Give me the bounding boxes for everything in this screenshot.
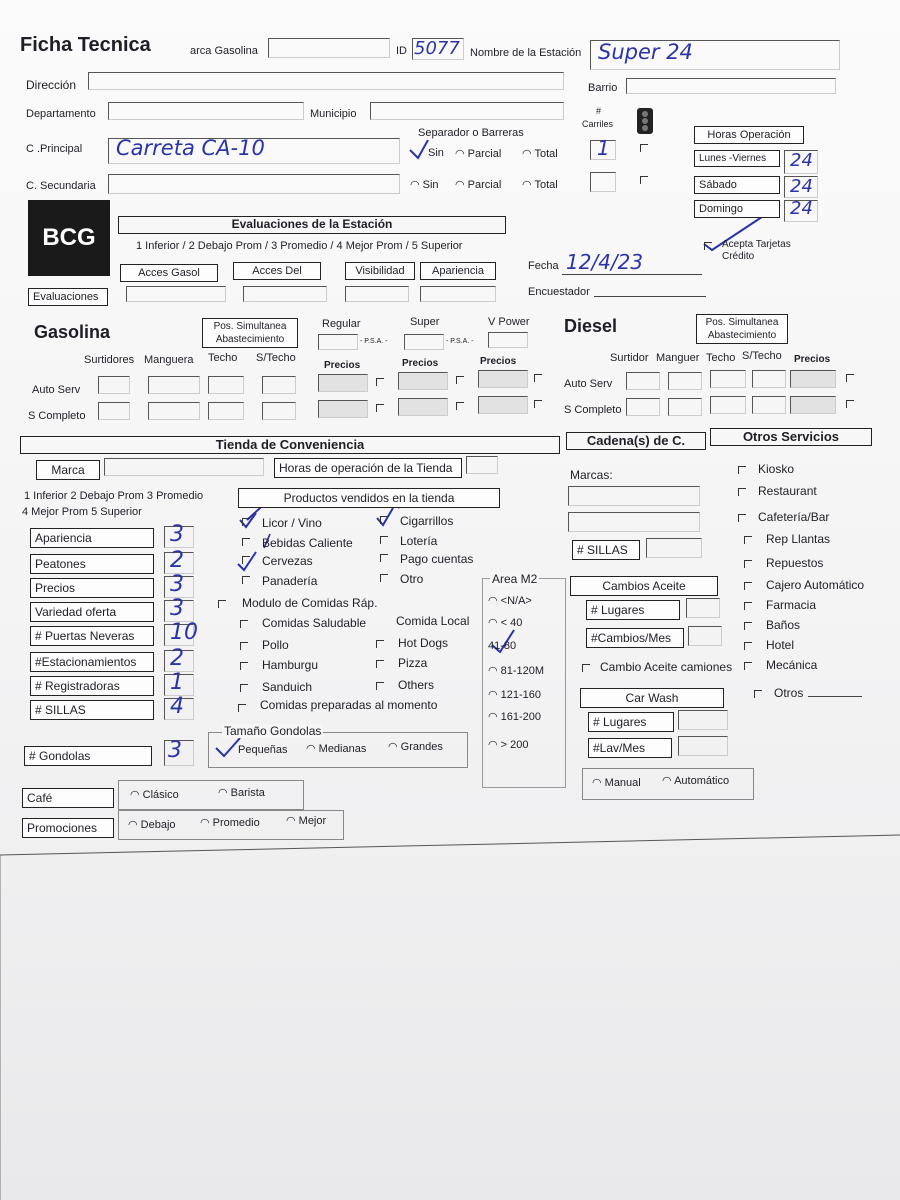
d-col-stecho: S/Techo <box>742 350 782 362</box>
otros-label-1: Kiosko <box>758 462 795 476</box>
cadena-marca-field-1[interactable] <box>568 486 700 506</box>
otros-checkbox-1[interactable] <box>738 466 746 474</box>
medianas-radio[interactable]: ◠ Medianas <box>306 743 367 755</box>
comida-right-label-2: Hot Dogs <box>398 636 449 650</box>
product-left-label-3: Cervezas <box>262 554 313 568</box>
direccion-label: Dirección <box>26 78 77 92</box>
g-as-manguera[interactable] <box>148 376 200 394</box>
d-sc-4[interactable] <box>752 396 786 414</box>
gondolas-value: 3 <box>168 738 182 763</box>
d-as-3[interactable] <box>710 370 746 388</box>
aceite-cambios-field[interactable] <box>688 626 722 646</box>
carwash-lav-field[interactable] <box>678 736 728 756</box>
automatico-radio[interactable]: ◠ Automático <box>662 775 730 787</box>
otros-label-8: Baños <box>766 618 801 632</box>
bcg-logo: BCG <box>28 200 110 276</box>
rating-value-5: 10 <box>170 620 198 645</box>
departamento-label: Departamento <box>26 108 96 120</box>
d-sc-1[interactable] <box>626 398 660 416</box>
carriles-check-2[interactable] <box>640 176 648 184</box>
s-completo-label: S Completo <box>28 410 86 422</box>
aceite-camiones-checkbox[interactable] <box>582 664 590 672</box>
c-principal-value: Carreta CA-10 <box>116 136 265 160</box>
g-as-precio-super[interactable] <box>398 372 448 390</box>
g-as-surtidores[interactable] <box>98 376 130 394</box>
product-right-checkbox-2[interactable] <box>380 536 388 544</box>
aceite-title: Cambios Aceite <box>570 576 718 596</box>
parcial-radio-1[interactable]: ◠ Parcial <box>455 148 502 160</box>
area-group <box>482 578 566 788</box>
aceite-lugares-field[interactable] <box>686 598 720 618</box>
modulo-label: Modulo de Comidas Ráp. <box>242 596 378 610</box>
total-radio-2[interactable]: ◠ Total <box>522 179 558 191</box>
sabado-value: 24 <box>790 176 813 197</box>
promociones-label: Promociones <box>22 818 114 838</box>
comida-right-checkbox-2[interactable] <box>376 640 384 648</box>
carriles-field-2[interactable] <box>590 172 616 192</box>
tienda-marca-label: Marca <box>36 460 100 480</box>
preparadas-label: Comidas preparadas al momento <box>260 698 438 712</box>
g-sc-cb-3[interactable] <box>534 400 542 408</box>
sabado-label: Sábado <box>694 176 780 194</box>
clasico-radio[interactable]: ◠ Clásico <box>130 789 179 801</box>
otros-label-3: Cafetería/Bar <box>758 510 830 524</box>
regular-field[interactable] <box>318 334 358 350</box>
tienda-horas-label: Horas de operación de la Tienda <box>274 458 462 478</box>
precios-vpower: Precios <box>480 356 517 367</box>
product-right-checkbox-3[interactable] <box>380 554 388 562</box>
d-as-2[interactable] <box>668 372 702 390</box>
cafe-label: Café <box>22 788 114 808</box>
otros-label-11: Otros <box>774 686 804 700</box>
mejor-radio[interactable]: ◠ Mejor <box>286 815 327 827</box>
auto-serv-label: Auto Serv <box>32 384 81 396</box>
super-label: Super <box>410 316 440 328</box>
encuestador-label: Encuestador <box>528 286 590 298</box>
municipio-label: Municipio <box>310 108 357 120</box>
traffic-light-icon <box>637 108 653 134</box>
tienda-scale-1: 1 Inferior 2 Debajo Prom 3 Promedio <box>24 490 204 502</box>
lunes-viernes-value: 24 <box>790 150 813 171</box>
comida-left-checkbox-2[interactable] <box>240 642 248 650</box>
otros-checkbox-4[interactable] <box>744 536 752 544</box>
otros-label-7: Farmacia <box>766 598 817 612</box>
rating-label-7: # Registradoras <box>30 676 154 696</box>
barrio-field[interactable] <box>626 78 836 94</box>
gasolina-pos-sim: Pos. Simultanea Abastecimiento <box>202 318 298 348</box>
pequenas-radio[interactable]: Pequeñas <box>238 744 288 756</box>
otros-label-4: Rep Llantas <box>766 532 831 546</box>
g-as-cb-2[interactable] <box>456 376 464 384</box>
rating-value-3: 3 <box>170 572 184 597</box>
col-techo: Techo <box>208 352 238 364</box>
area-option-2[interactable]: ◠ < 40 <box>488 617 523 629</box>
product-right-checkbox-4[interactable] <box>380 574 388 582</box>
promedio-radio[interactable]: ◠ Promedio <box>200 817 260 829</box>
g-as-precio-vpower[interactable] <box>478 370 528 388</box>
d-as-cb[interactable] <box>846 374 854 382</box>
comida-left-label-2: Pollo <box>262 638 289 652</box>
cadena-sillas-field[interactable] <box>646 538 702 558</box>
tienda-marca-field[interactable] <box>104 458 264 476</box>
cadena-marca-field-2[interactable] <box>568 512 700 532</box>
comida-right-checkbox-3[interactable] <box>376 660 384 668</box>
comida-right-label-4: Others <box>398 678 435 692</box>
eval-field-4[interactable] <box>420 286 496 302</box>
visibilidad-button[interactable]: Visibilidad <box>345 262 415 280</box>
rating-label-8: # SILLAS <box>30 700 154 720</box>
evaluaciones-label: Evaluaciones <box>28 288 108 306</box>
otros-line <box>808 696 862 697</box>
apariencia-button[interactable]: Apariencia <box>420 262 496 280</box>
c-principal-label: C .Principal <box>26 143 83 155</box>
otros-checkbox-8[interactable] <box>744 622 752 630</box>
product-left-label-2: Bebidas Caliente <box>262 536 353 550</box>
encuestador-line <box>594 296 706 297</box>
otros-checkbox-7[interactable] <box>744 602 752 610</box>
domingo-value: 24 <box>790 198 813 219</box>
gondolas-label: # Gondolas <box>24 746 152 766</box>
product-left-label-1: Licor / Vino <box>262 516 322 530</box>
rating-label-3: Precios <box>30 578 154 598</box>
municipio-field[interactable] <box>370 102 564 120</box>
barrio-label: Barrio <box>588 82 618 94</box>
area-option-3[interactable]: 41-80 <box>488 640 517 652</box>
carriles-value: 1 <box>597 136 610 160</box>
d-as-precio[interactable] <box>790 370 836 388</box>
g-sc-stecho[interactable] <box>262 402 296 420</box>
lunes-viernes-label: Lunes -Viernes <box>694 150 780 167</box>
g-sc-surtidores[interactable] <box>98 402 130 420</box>
comida-left-checkbox-3[interactable] <box>240 662 248 670</box>
psa-2: - P.S.A. - <box>446 338 474 345</box>
tamano-title: Tamaño Gondolas <box>224 724 322 738</box>
product-left-checkbox-3[interactable] <box>242 556 250 564</box>
super-field[interactable] <box>404 334 444 350</box>
otros-checkbox-3[interactable] <box>738 514 746 522</box>
col-manguera: Manguera <box>144 354 194 366</box>
productos-title: Productos vendidos en la tienda <box>238 488 500 508</box>
vpower-label: V Power <box>488 316 530 328</box>
sin-radio-2[interactable]: ◠ Sin <box>410 179 439 191</box>
col-surtidores: Surtidores <box>84 354 135 366</box>
otros-label-2: Restaurant <box>758 484 817 498</box>
otros-title: Otros Servicios <box>710 428 872 446</box>
comida-right-checkbox-4[interactable] <box>376 682 384 690</box>
c-secundaria-label: C. Secundaria <box>26 180 96 192</box>
manual-radio[interactable]: ◠ Manual <box>592 777 641 789</box>
otros-checkbox-6[interactable] <box>744 582 752 590</box>
marca-field[interactable] <box>268 38 390 58</box>
product-left-label-4: Panadería <box>262 574 318 588</box>
gasolina-title: Gasolina <box>34 322 111 342</box>
eval-field-3[interactable] <box>345 286 409 302</box>
area-option-6[interactable]: ◠ 161-200 <box>488 711 542 723</box>
carriles-label: Carriles <box>582 119 614 129</box>
rating-label-6: #Estacionamientos <box>30 652 154 672</box>
g-as-techo[interactable] <box>208 376 244 394</box>
product-right-label-4: Otro <box>400 572 424 586</box>
cadena-marcas-label: Marcas: <box>570 468 613 482</box>
area-title: Area M2 <box>492 572 538 586</box>
preparadas-checkbox[interactable] <box>238 704 246 712</box>
psa-1: - P.S.A. - <box>360 338 388 345</box>
station-name-label: Nombre de la Estación <box>470 47 582 59</box>
rating-value-1: 3 <box>170 522 184 547</box>
rating-value-2: 2 <box>170 548 184 573</box>
comida-left-label-1: Comidas Saludable <box>262 616 367 630</box>
otros-label-5: Repuestos <box>766 556 824 570</box>
comida-left-label-4: Sanduich <box>262 680 313 694</box>
area-option-1[interactable]: ◠ <N/A> <box>488 595 532 607</box>
product-right-label-2: Lotería <box>400 534 438 548</box>
total-radio-1[interactable]: ◠ Total <box>522 148 558 160</box>
carwash-lav-label: #Lav/Mes <box>588 738 672 758</box>
evaluaciones-scale: 1 Inferior / 2 Debajo Prom / 3 Promedio / 4 Mejor Prom / 5 Superior <box>136 240 463 252</box>
col-s-techo: S/Techo <box>256 352 296 364</box>
area-option-4[interactable]: ◠ 81-120M <box>488 665 545 677</box>
rating-label-2: Peatones <box>30 554 154 574</box>
g-sc-cb-2[interactable] <box>456 402 464 410</box>
departamento-field[interactable] <box>108 102 304 120</box>
g-sc-manguera[interactable] <box>148 402 200 420</box>
evaluaciones-title: Evaluaciones de la Estación <box>118 216 506 234</box>
barista-radio[interactable]: ◠ Barista <box>218 787 265 799</box>
product-right-checkbox-1[interactable] <box>380 516 388 524</box>
diesel-pos-sim: Pos. Simultanea Abastecimiento <box>696 314 788 344</box>
carwash-lugares-label: # Lugares <box>588 712 674 732</box>
eval-field-2[interactable] <box>243 286 327 302</box>
separador-title: Separador o Barreras <box>418 127 524 139</box>
d-sc-cb[interactable] <box>846 400 854 408</box>
otros-checkbox-5[interactable] <box>744 560 752 568</box>
otros-checkbox-11[interactable] <box>754 690 762 698</box>
tarjetas-label: Acepta Tarjetas <box>722 239 791 250</box>
d-col-precios: Precios <box>794 354 831 365</box>
rating-label-5: # Puertas Neveras <box>30 626 154 646</box>
id-value: 5077 <box>414 38 460 59</box>
station-name-value: Super 24 <box>598 40 693 64</box>
product-right-label-1: Cigarrillos <box>400 514 454 528</box>
horas-operacion-title: Horas Operación <box>694 126 804 144</box>
carriles-check-1[interactable] <box>640 144 648 152</box>
carwash-title: Car Wash <box>580 688 724 708</box>
id-label: ID <box>396 45 407 57</box>
comida-right-label-3: Pizza <box>398 656 428 670</box>
d-as-1[interactable] <box>626 372 660 390</box>
product-right-label-3: Pago cuentas <box>400 552 474 566</box>
area-option-5[interactable]: ◠ 121-160 <box>488 689 542 701</box>
g-as-precio-regular[interactable] <box>318 374 368 392</box>
direccion-field[interactable] <box>88 72 564 90</box>
comida-right-label-1: Comida Local <box>396 614 470 628</box>
d-sc-precio[interactable] <box>790 396 836 414</box>
sin-radio-1[interactable]: Sin <box>428 147 444 159</box>
acces-del-button[interactable]: Acces Del <box>233 262 321 280</box>
rating-value-6: 2 <box>170 646 184 671</box>
tienda-horas-field[interactable] <box>466 456 498 474</box>
modulo-checkbox[interactable] <box>218 600 226 608</box>
tarjetas-checkbox[interactable] <box>704 242 712 250</box>
otros-label-6: Cajero Automático <box>766 578 865 592</box>
product-left-checkbox-2[interactable] <box>242 538 250 546</box>
aceite-cambios-label: #Cambios/Mes <box>586 628 684 648</box>
g-sc-techo[interactable] <box>208 402 244 420</box>
tienda-scale-2: 4 Mejor Prom 5 Superior <box>22 506 142 518</box>
d-col-techo: Techo <box>706 352 736 364</box>
otros-checkbox-2[interactable] <box>738 488 746 496</box>
carwash-lugares-field[interactable] <box>678 710 728 730</box>
regular-label: Regular <box>322 318 361 330</box>
g-sc-precio-vpower[interactable] <box>478 396 528 414</box>
domingo-label: Domingo <box>694 200 780 218</box>
rating-label-4: Variedad oferta <box>30 602 154 622</box>
grandes-radio[interactable]: ◠ Grandes <box>388 741 443 753</box>
c-secundaria-field[interactable] <box>108 174 400 194</box>
g-sc-precio-regular[interactable] <box>318 400 368 418</box>
carriles-hash: # <box>596 106 602 116</box>
vpower-field[interactable] <box>488 332 528 348</box>
tienda-title: Tienda de Conveniencia <box>20 436 560 454</box>
g-sc-cb-1[interactable] <box>376 404 384 412</box>
fecha-value: 12/4/23 <box>566 250 644 274</box>
otros-label-10: Mecánica <box>766 658 818 672</box>
d-sc-2[interactable] <box>668 398 702 416</box>
comida-left-checkbox-1[interactable] <box>240 620 248 628</box>
product-left-checkbox-4[interactable] <box>242 576 250 584</box>
fecha-line <box>562 274 702 275</box>
d-auto-serv-label: Auto Serv <box>564 378 613 390</box>
g-sc-precio-super[interactable] <box>398 398 448 416</box>
precios-regular: Precios <box>324 360 361 371</box>
precios-super: Precios <box>402 358 439 369</box>
credito-label: Crédito <box>722 251 755 262</box>
otros-checkbox-9[interactable] <box>744 642 752 650</box>
d-s-completo-label: S Completo <box>564 404 622 416</box>
area-option-7[interactable]: ◠ > 200 <box>488 739 529 751</box>
comida-left-checkbox-4[interactable] <box>240 684 248 692</box>
rating-value-4: 3 <box>170 596 184 621</box>
rating-value-7: 1 <box>170 670 184 695</box>
aceite-camiones-label: Cambio Aceite camiones <box>600 660 733 674</box>
form-title: Ficha Tecnica <box>20 34 151 56</box>
cadena-sillas-label: # SILLAS <box>572 540 640 560</box>
product-left-checkbox-1[interactable] <box>242 518 250 526</box>
comida-left-label-3: Hamburgu <box>262 658 319 672</box>
d-sc-3[interactable] <box>710 396 746 414</box>
check-sin <box>410 140 428 158</box>
g-as-cb-1[interactable] <box>376 378 384 386</box>
rating-value-8: 4 <box>170 694 184 719</box>
eval-field-1[interactable] <box>126 286 226 302</box>
g-as-cb-3[interactable] <box>534 374 542 382</box>
otros-label-9: Hotel <box>766 638 795 652</box>
cadena-title: Cadena(s) de C. <box>566 432 706 450</box>
otros-checkbox-10[interactable] <box>744 662 752 670</box>
d-col-manguer: Manguer <box>656 352 700 364</box>
d-col-surtidor: Surtidor <box>610 352 649 364</box>
rating-label-1: Apariencia <box>30 528 154 548</box>
diesel-title: Diesel <box>564 316 618 336</box>
marca-label: arca Gasolina <box>190 45 258 57</box>
acces-gasol-button[interactable]: Acces Gasol <box>120 264 218 282</box>
fecha-label: Fecha <box>528 260 559 272</box>
d-as-4[interactable] <box>752 370 786 388</box>
g-as-stecho[interactable] <box>262 376 296 394</box>
parcial-radio-2[interactable]: ◠ Parcial <box>455 179 502 191</box>
aceite-lugares-label: # Lugares <box>586 600 680 620</box>
debajo-radio[interactable]: ◠ Debajo <box>128 819 176 831</box>
